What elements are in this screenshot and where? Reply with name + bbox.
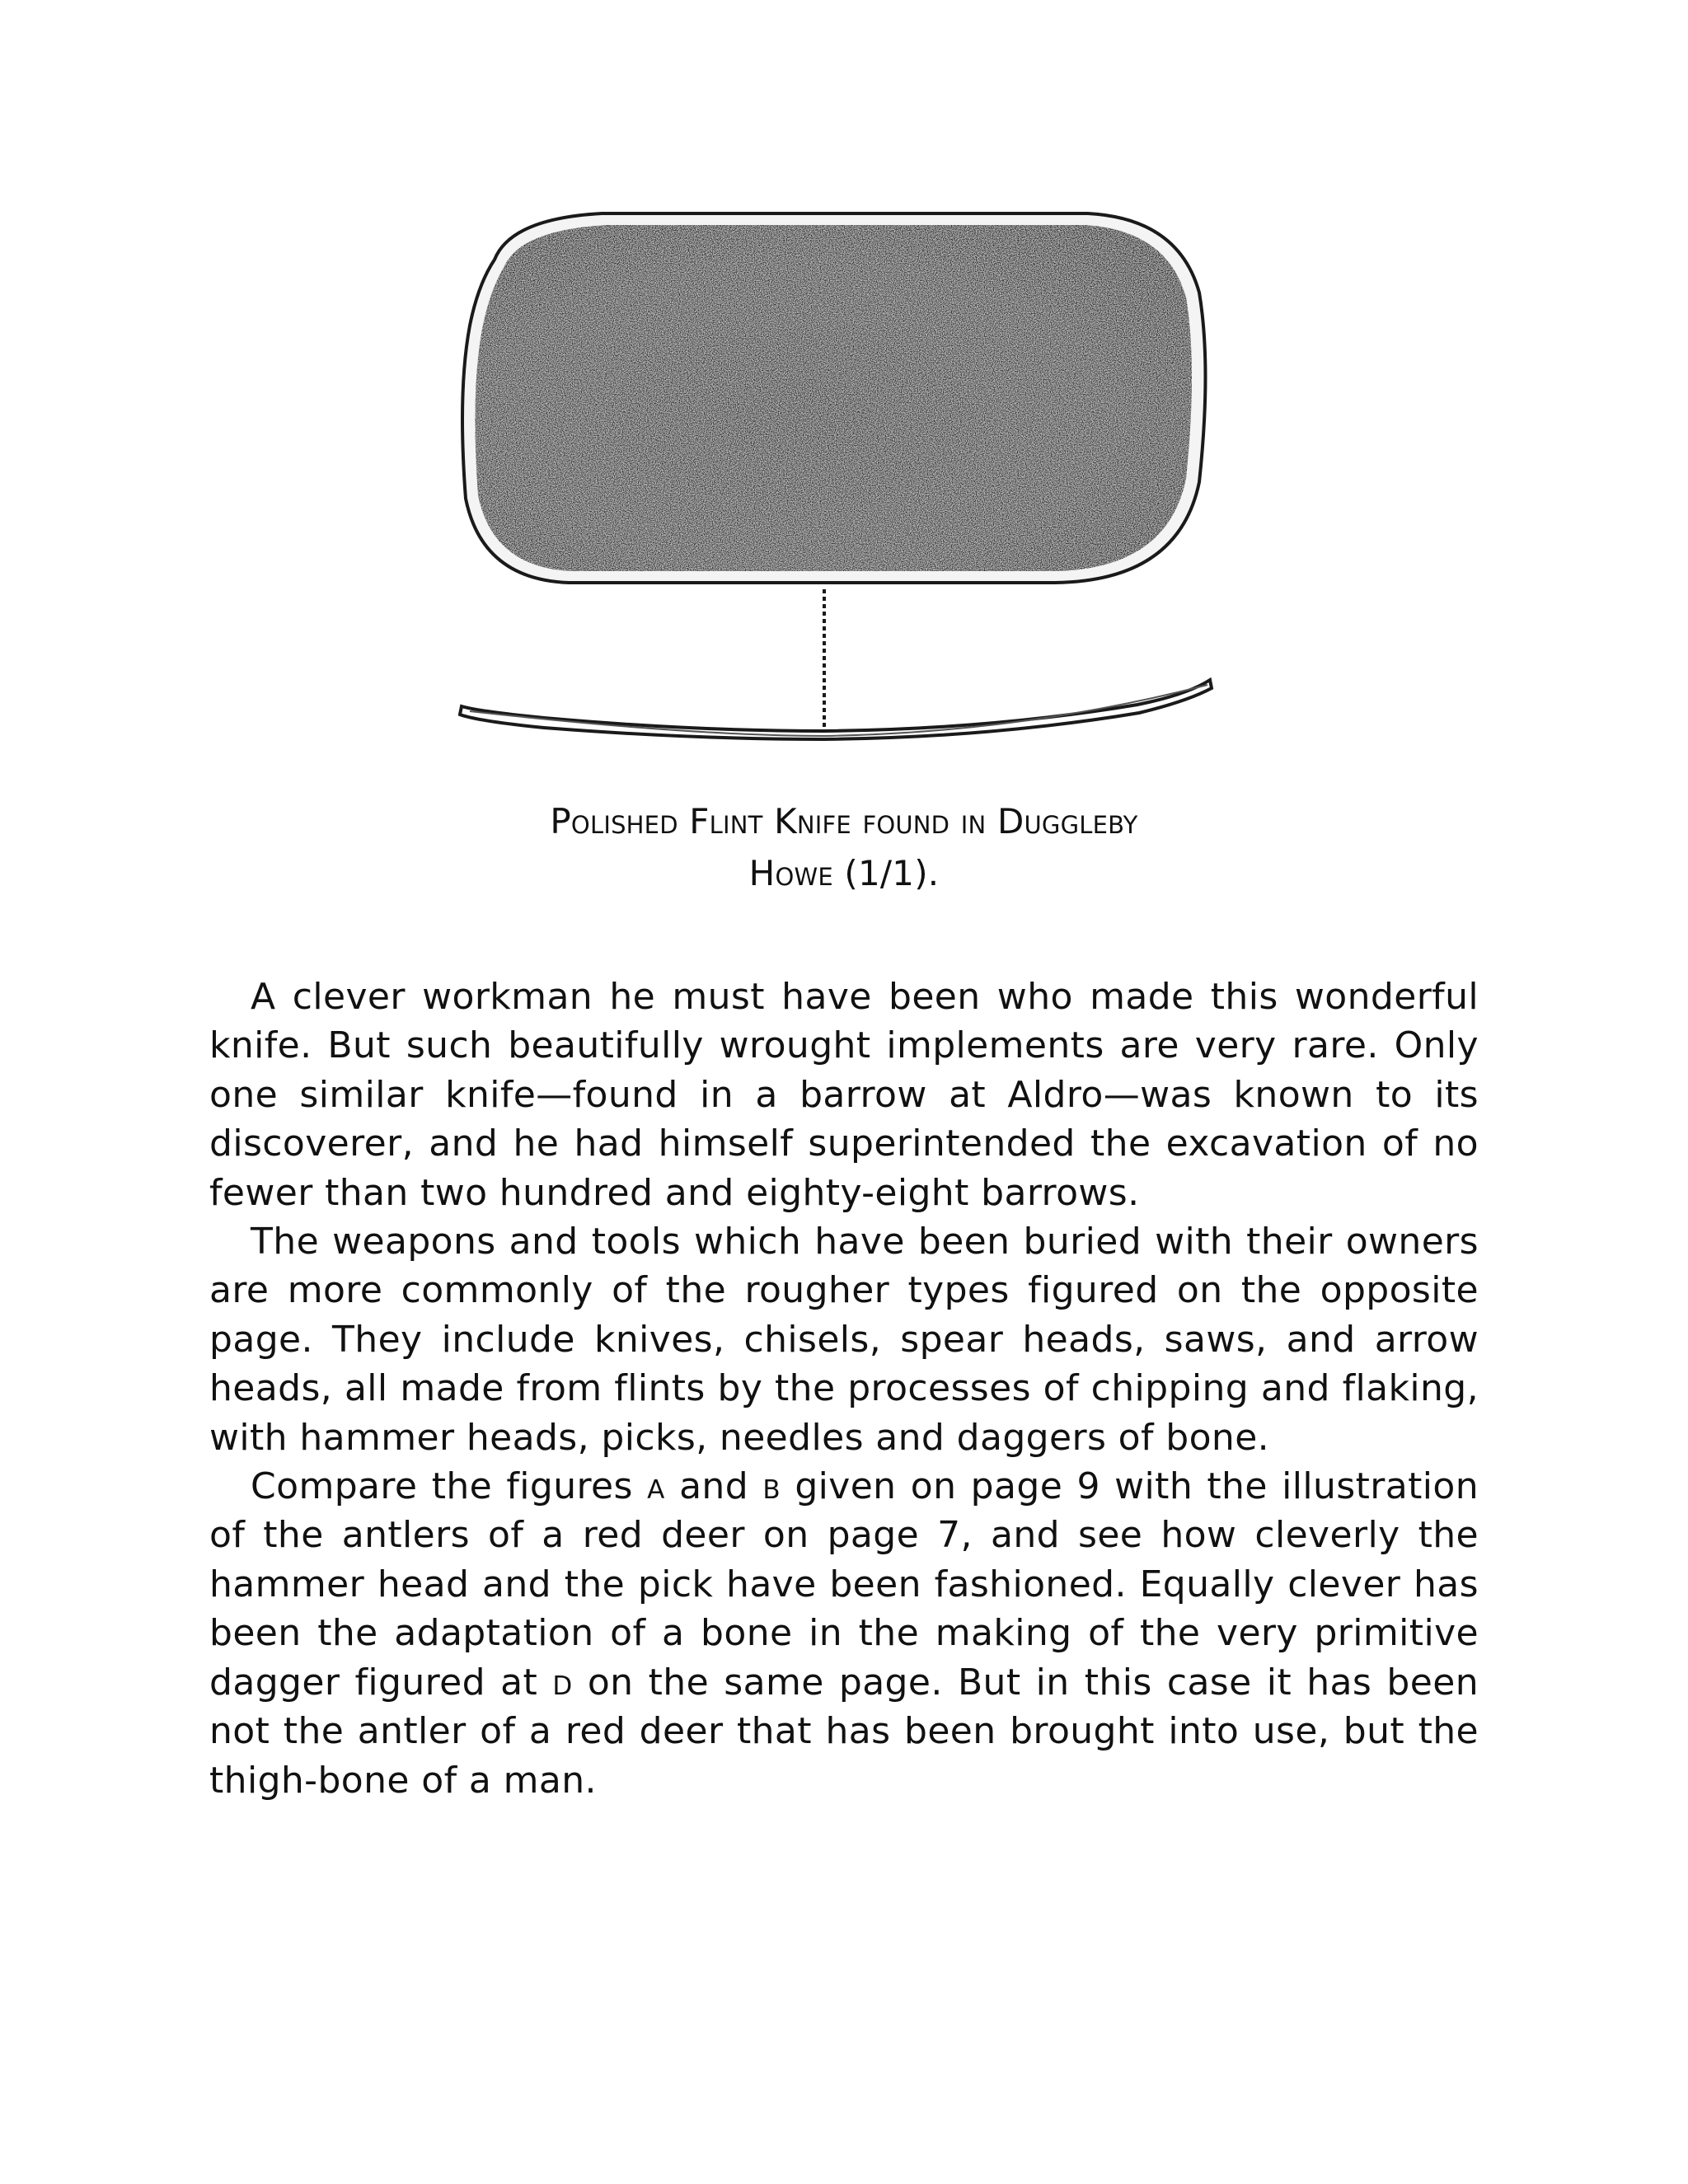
figure-ref-a: a: [647, 1465, 665, 1508]
knife-body: [475, 225, 1192, 571]
paragraph-1: A clever workman he must have been who made this wonderful knife. But such beautifully wrought implements are very rare. Only one similar knife—found in a barrow at Aldro—was known to its discoverer, and he had himself superintended the excavation of no fewer than two hundred and eighty-eight barrows.: [209, 976, 1479, 1214]
caption-line-2: Howe (1/1).: [748, 853, 940, 893]
paragraph-3-part-2: and: [664, 1465, 763, 1508]
paragraph-3: [209, 1462, 1479, 1805]
paragraph-3-part-1: Compare the figures: [251, 1465, 648, 1508]
paragraph-3-part-3: given on page 9 with the illustration of the antlers of a red deer on page 7, and see how cleverly the hammer head and the pick have been fashioned. Equally clever has been the adaptation of a bone in the making of the very primitive dagger figured at: [209, 1465, 1479, 1704]
paragraph-2: The weapons and tools which have been buried with their owners are more commonly of the rougher types figured on the opposite page. They include knives, chisels, spear heads, saws, and arrow heads, all made from flints by the processes of chipping and flaking, with hammer heads, picks, needles and daggers of bone.: [209, 1221, 1479, 1459]
body-text: [209, 972, 1479, 1805]
figure-ref-d: d: [552, 1661, 573, 1704]
paragraph-3-part-4: on the same page. But in this case it has been not the antler of a red deer that has been brought into use, but the thigh-bone of a man.: [209, 1661, 1479, 1802]
figure-ref-b: b: [762, 1465, 781, 1508]
figure-caption: [247, 795, 1441, 899]
caption-line-1: Polished Flint Knife found in Duggleby: [550, 801, 1138, 841]
flint-knife-illustration: [445, 202, 1236, 762]
flint-knife-drawing: [445, 202, 1236, 762]
